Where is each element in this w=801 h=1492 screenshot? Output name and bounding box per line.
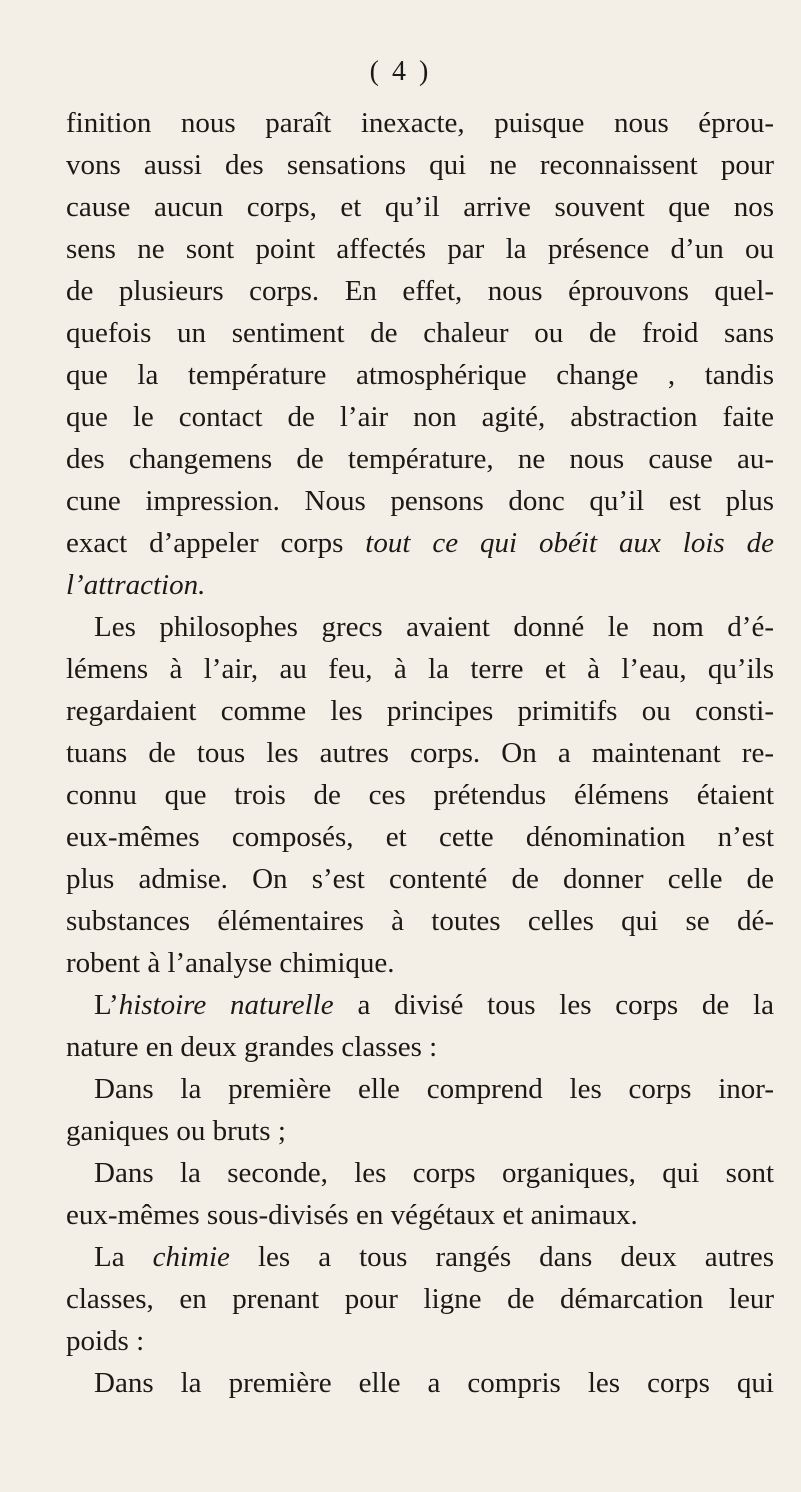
text-line [66,1068,774,1110]
text-line [66,228,774,270]
text-line [66,1110,774,1152]
text-run: L’ [94,989,119,1021]
text-line [66,900,774,942]
text-line [66,774,774,816]
text-run: classes, en prenant pour ligne de démarcation leur [66,1283,774,1315]
text-run: eux-mêmes composés, et cette dénomination n’est [66,821,774,853]
text-run: substances élémentaires à toutes celles qui se dé- [66,905,774,937]
text-run: Dans la seconde, les corps organiques, qui sont [94,1157,774,1189]
text-line [66,144,774,186]
text-run: Les philosophes grecs avaient donné le nom d’é- [94,611,774,643]
text-run: finition nous paraît inexacte, puisque nous éprou- [66,107,774,139]
text-line [66,396,774,438]
text-run: tuans de tous les autres corps. On a maintenant re- [66,737,774,769]
text-run: les a tous rangés dans deux autres [229,1241,775,1273]
text-run: Dans la première elle comprend les corps inor- [94,1073,774,1105]
text-run: exact d’appeler corps [66,527,366,559]
text-run: vons aussi des sensations qui ne reconnaissent pour [66,149,774,181]
text-line [66,1026,774,1068]
text-line [66,942,774,984]
text-run: que la température atmosphérique change , tandis [66,359,774,391]
text-line [66,1236,774,1278]
text-line [66,1194,774,1236]
text-line [66,816,774,858]
text-line [66,690,774,732]
text-run: que le contact de l’air non agité, abstraction faite [66,401,774,433]
text-run: plus admise. On s’est contenté de donner celle de [66,863,774,895]
body-text [66,102,774,1404]
text-line [66,1362,774,1404]
italic-run: tout ce qui obéit aux lois de [365,527,774,559]
text-run: eux-mêmes sous-divisés en végétaux et animaux. [66,1199,638,1231]
text-line [66,606,774,648]
italic-run: l’attraction. [66,569,206,601]
text-line [66,312,774,354]
text-run: de plusieurs corps. En effet, nous éprouvons quel- [66,275,774,307]
text-line [66,732,774,774]
text-run: connu que trois de ces prétendus élémens étaient [66,779,774,811]
text-run: lémens à l’air, au feu, à la terre et à l’eau, qu’ils [66,653,774,685]
text-line [66,354,774,396]
text-run: des changemens de température, ne nous cause au- [66,443,774,475]
text-run: quefois un sentiment de chaleur ou de froid sans [66,317,774,349]
text-line [66,648,774,690]
text-run: sens ne sont point affectés par la présence d’un ou [66,233,774,265]
text-line [66,1320,774,1362]
text-run: robent à l’analyse chimique. [66,947,395,979]
italic-run: chimie [152,1241,230,1273]
text-run: La [94,1241,153,1273]
italic-run: histoire naturelle [118,989,334,1021]
text-line [66,186,774,228]
text-run: ganiques ou bruts ; [66,1115,286,1147]
text-run: Dans la première elle a compris les corps qui [94,1367,774,1399]
text-run: regardaient comme les principes primitifs ou consti- [66,695,774,727]
text-line [66,1278,774,1320]
text-run: cune impression. Nous pensons donc qu’il est plus [66,485,774,517]
text-line [66,984,774,1026]
text-line [66,858,774,900]
text-line [66,438,774,480]
text-line [66,480,774,522]
text-line [66,564,774,606]
text-run: nature en deux grandes classes : [66,1031,438,1063]
text-line [66,522,774,564]
text-line [66,270,774,312]
text-run: a divisé tous les corps de la [333,989,774,1021]
text-run: cause aucun corps, et qu’il arrive souvent que nos [66,191,774,223]
text-run: poids : [66,1325,145,1357]
text-line [66,1152,774,1194]
text-line [66,102,774,144]
page-number: ( 4 ) [369,56,432,87]
